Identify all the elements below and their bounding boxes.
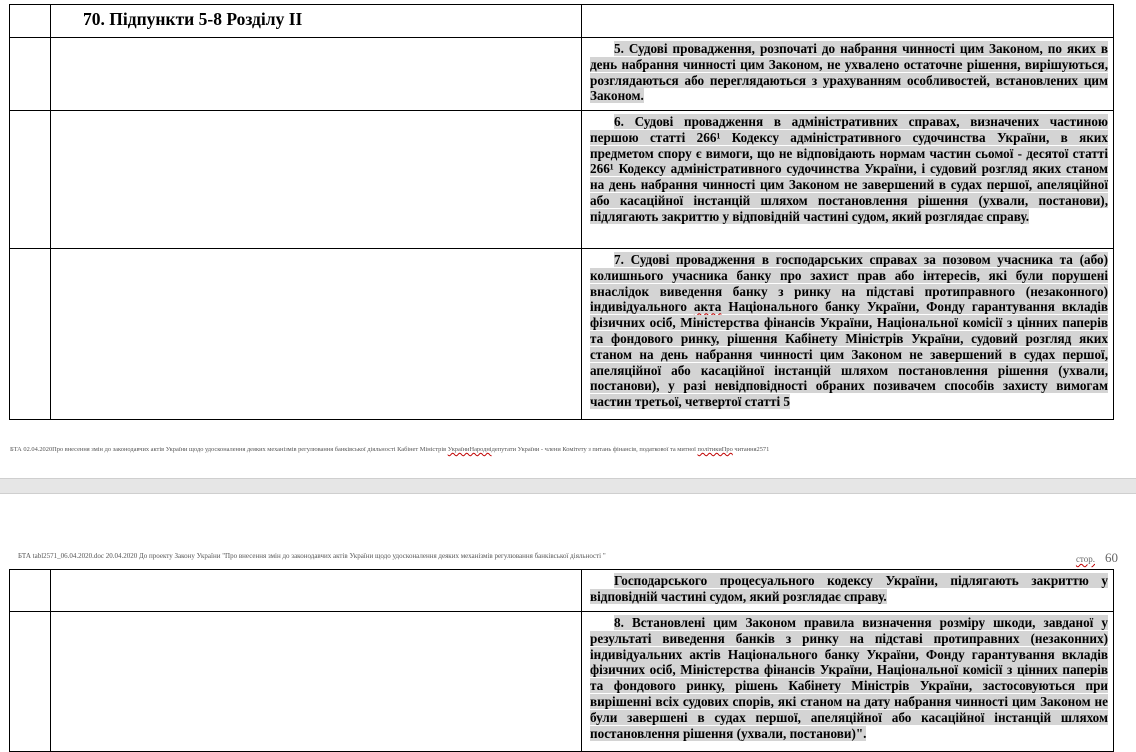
current-text-cell — [51, 111, 582, 249]
proposed-text-cell — [582, 570, 1114, 612]
number-cell — [10, 570, 51, 612]
table-row — [10, 570, 1114, 612]
table-row — [10, 5, 1114, 38]
table-row — [10, 111, 1114, 249]
proposed-text-cell — [582, 111, 1114, 249]
paragraph-6: 6. Судові провадження в адміністративних справах, визначених частиною першою статті 266¹ Кодексу адміністративного судочинства України, в яких предметом спору є вимоги, що не відповідають нормам частин сьомої - десятої статті 266¹ Кодексу адміністративного судочинства України, і судовий розгляд яких станом на день набрання чинності цим Законом не завершений в судах першої, апеляційної або касаційної інстанцій шляхом постановлення рішення (ухвали, постанови), підлягають закриттю у відповідній частині судом, який розглядає справу. — [590, 114, 1108, 224]
spellcheck-word: акта — [693, 299, 722, 315]
proposed-text-cell — [582, 249, 1114, 420]
table-row — [10, 249, 1114, 420]
current-text-cell — [51, 5, 582, 38]
number-cell — [10, 249, 51, 420]
current-text-cell — [51, 570, 582, 612]
page-footer: БТА 02.04.2020Про внесення змін до законодавчих актів України щодо удосконалення деяких механізмів регулювання банківської діяльності Кабінет Міністрів УкраїниНароднідепутати України - члени Комітету з питань фінансів, податкової та митної політикиПро читання2571 — [10, 446, 770, 453]
page-header: БТА tabl2571_06.04.2020.doc 20.04.2020 До проекту Закону України "Про внесення змін до законодавчих актів України щодо удосконалення деяких механізмів регулювання банківської діяльності " — [18, 552, 606, 560]
paragraph-7: 7. Судові провадження в господарських справах за позовом учасника та (або) колишнього учасника банку про захист прав або інтересів, які були порушені внаслідок виведення банку з ринку на підставі протиправного (незаконного) індивідуального акта Національного банку України, Фонду гарантування вкладів фізичних осіб, Міністерства фінансів України, Національної комісії з цінних паперів та фондового ринку, рішення Кабінету Міністрів України, судовий розгляд яких станом на день набрання чинності цим Законом не завершений в судах першої, апеляційної або касаційної інстанцій шляхом постановлення рішення (ухвали, постанови), у разі невідповідності обраних позивачем способів захисту вимогам частин третьої, четвертої статті 5 — [590, 252, 1109, 410]
paragraph-7-continued: Господарського процесуального кодексу України, підлягають закриттю у відповідній частині судом, який розглядає справу. — [590, 573, 1108, 604]
number-cell — [10, 5, 51, 38]
page-separator — [0, 478, 1136, 494]
proposed-text-cell — [582, 38, 1114, 111]
page-number: стор. 60 — [1075, 550, 1118, 565]
table-row — [10, 38, 1114, 111]
comparison-table-bottom — [9, 569, 1114, 752]
proposed-text-cell — [582, 612, 1114, 752]
number-cell — [10, 111, 51, 249]
paragraph-5: 5. Судові провадження, розпочаті до набрання чинності цим Законом, по яких в день набрання чинності цим Законом, не ухвалено остаточне рішення, вирішуються, розглядаються або переглядаються з урахуванням особливостей, встановлених цим Законом. — [590, 41, 1108, 104]
current-text-cell — [51, 249, 582, 420]
number-cell — [10, 612, 51, 752]
current-text-cell — [51, 612, 582, 752]
paragraph-8: 8. Встановлені цим Законом правила визначення розміру шкоди, завданої у результаті виведення банків з ринку на підставі протиправних (незаконних) індивідуальних актів Національного банку України, Фонду гарантування вкладів фізичних осіб, Міністерства фінансів України, Національної комісії з цінних паперів та фондового ринку, рішень Кабінету Міністрів України, застосовуються при вирішенні всіх судових спорів, які станом на дату набрання чинності цим Законом не були завершені в судах першої, апеляційної або касаційної інстанцій шляхом постановлення рішення (ухвали, постанови)". — [590, 615, 1108, 741]
current-text-cell — [51, 38, 582, 111]
document-page-bottom — [0, 494, 1136, 746]
number-cell — [10, 38, 51, 111]
table-row — [10, 612, 1114, 752]
section-heading: 70. Підпункти 5-8 Розділу ІІ — [83, 9, 303, 29]
comparison-table-top — [9, 4, 1114, 420]
proposed-text-cell — [582, 5, 1114, 38]
